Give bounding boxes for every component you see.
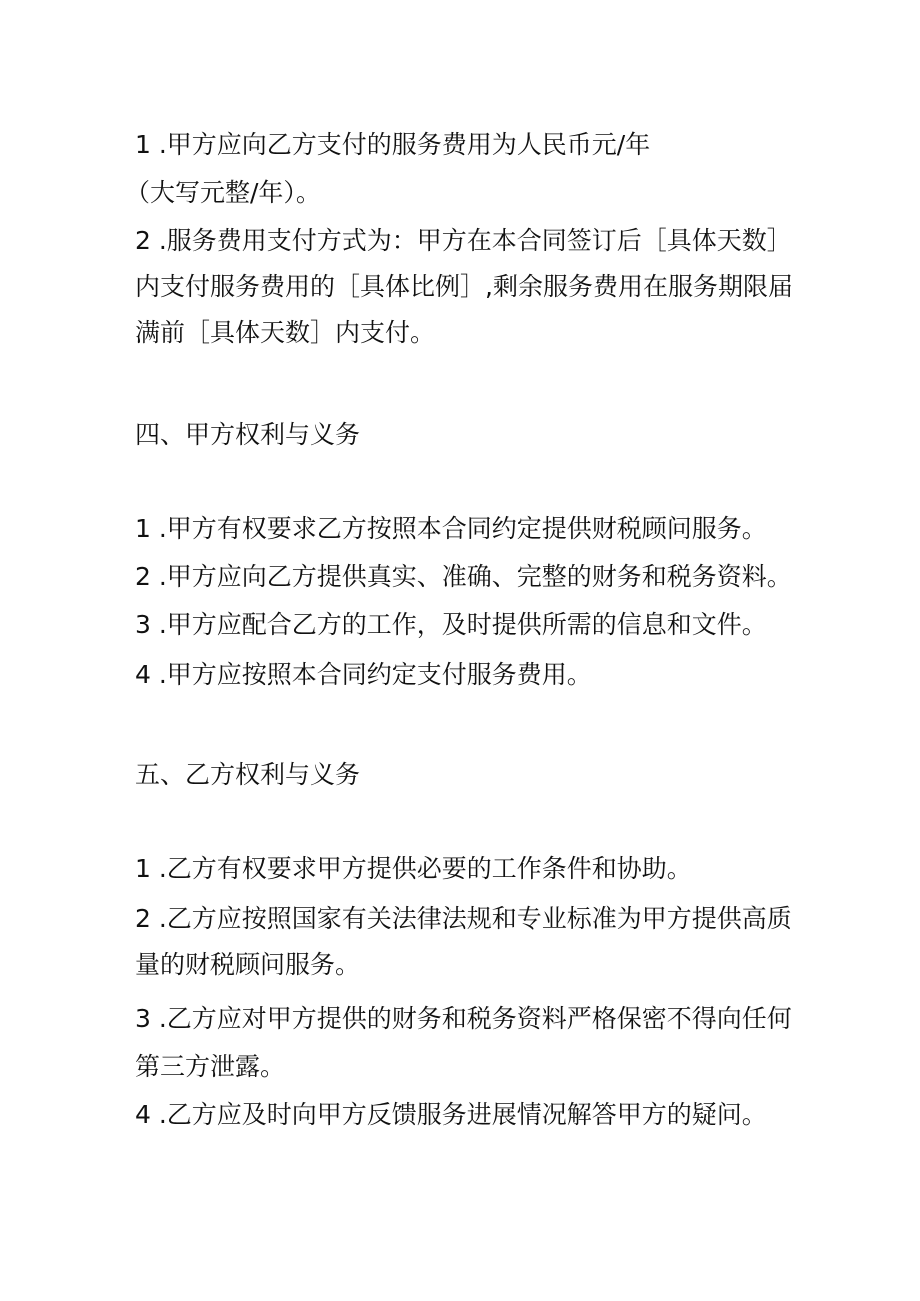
payment-clause-line-3: 满前［具体天数］内支付。 [135, 318, 436, 347]
fee-clause-line-1: 1 .甲方应向乙方支付的服务费用为人民币元/年 [135, 130, 651, 159]
party-b-item-3-line-1: 3 .乙方应对甲方提供的财务和税务资料严格保密不得向任何 [135, 1004, 792, 1033]
payment-clause-line-2: 内支付服务费用的［具体比例］,剩余服务费用在服务期限届 [135, 272, 793, 301]
party-a-item-4: 4 .甲方应按照本合同约定支付服务费用。 [135, 660, 592, 689]
party-b-item-2-line-2: 量的财税顾问服务。 [135, 950, 361, 979]
section-heading-party-a: 四、甲方权利与义务 [135, 420, 361, 449]
party-a-item-3: 3 .甲方应配合乙方的工作，及时提供所需的信息和文件。 [135, 610, 767, 639]
party-b-item-2-line-1: 2 .乙方应按照国家有关法律法规和专业标准为甲方提供高质 [135, 904, 792, 933]
party-b-item-4: 4 .乙方应及时向甲方反馈服务进展情况解答甲方的疑问。 [135, 1100, 767, 1129]
fee-clause-line-2: （大写元整/年）。 [125, 178, 321, 207]
payment-clause-line-1: 2 .服务费用支付方式为：甲方在本合同签订后［具体天数］ [135, 226, 792, 255]
party-a-item-1: 1 .甲方有权要求乙方按照本合同约定提供财税顾问服务。 [135, 514, 767, 543]
party-b-item-3-line-2: 第三方泄露。 [135, 1052, 286, 1081]
party-a-item-2: 2 .甲方应向乙方提供真实、准确、完整的财务和税务资料。 [135, 562, 792, 591]
party-b-item-1: 1 .乙方有权要求甲方提供必要的工作条件和协助。 [135, 854, 692, 883]
section-heading-party-b: 五、乙方权利与义务 [135, 760, 361, 789]
